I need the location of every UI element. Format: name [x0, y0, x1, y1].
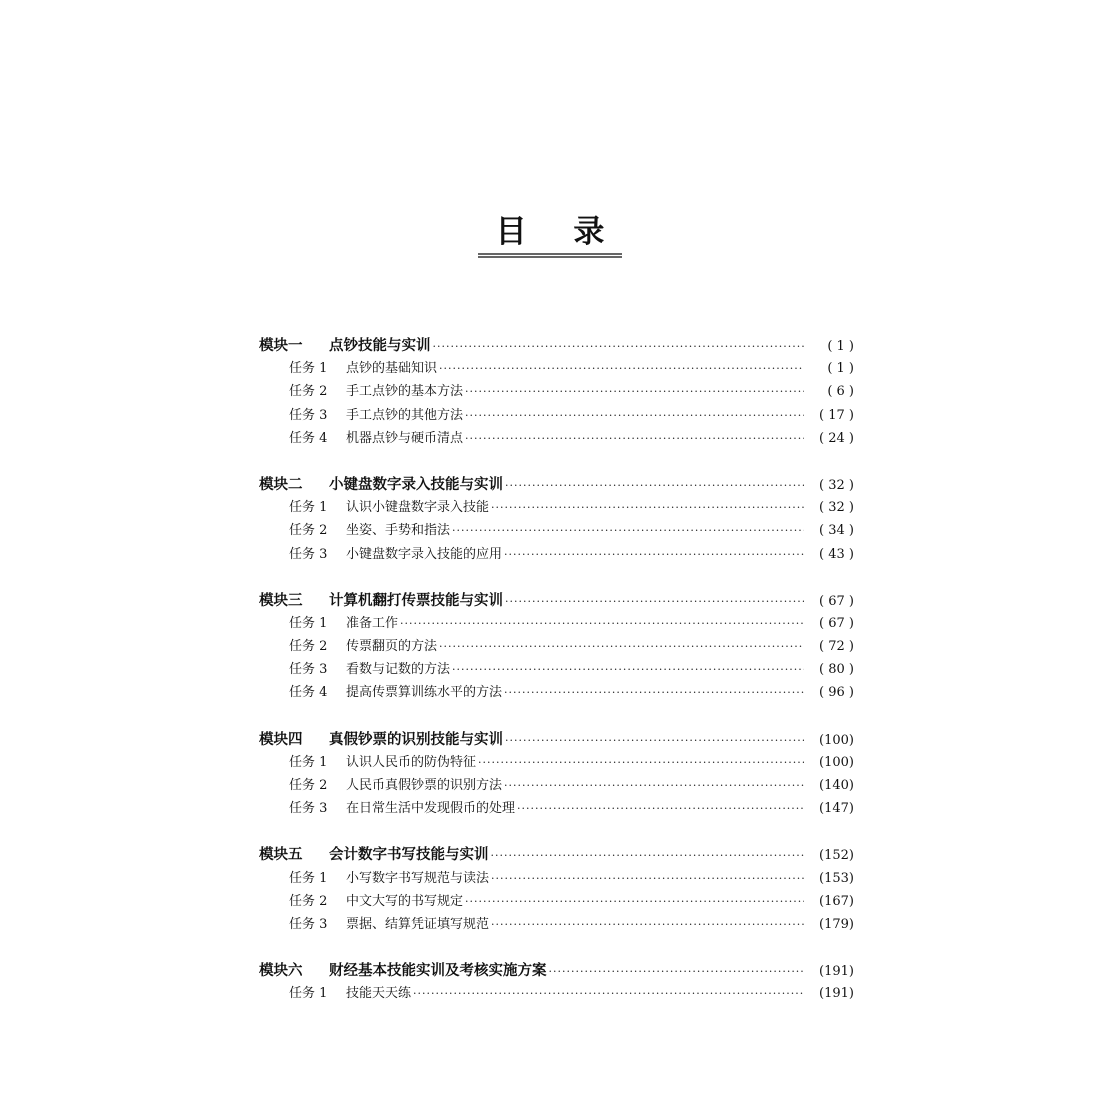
dot-leader — [491, 844, 805, 867]
module-number: 模块二 — [259, 475, 303, 493]
page-number: ( 1 ) — [827, 361, 854, 377]
page-number: ( 67 ) — [819, 593, 854, 609]
toc-task-entry[interactable] — [259, 890, 854, 913]
toc-module-entry[interactable] — [259, 334, 854, 357]
toc-heading-wrap — [0, 212, 1100, 258]
toc-task-entry[interactable] — [259, 380, 854, 403]
task-number: 任务 2 — [289, 523, 328, 539]
task-title: 看数与记数的方法 — [346, 662, 451, 678]
module-title: 财经基本技能实训及考核实施方案 — [329, 962, 547, 980]
dot-leader — [400, 612, 804, 635]
toc-task-entry[interactable] — [259, 496, 854, 519]
task-title: 准备工作 — [346, 615, 399, 631]
module-title: 真假钞票的识别技能与实训 — [329, 730, 503, 748]
toc-task-entry[interactable] — [259, 612, 854, 635]
task-number: 任务 1 — [289, 615, 328, 631]
dot-leader — [439, 357, 804, 380]
dot-leader — [465, 404, 804, 427]
page-number: (191) — [819, 964, 854, 980]
dot-leader — [465, 427, 804, 450]
task-title: 票据、结算凭证填写规范 — [346, 916, 490, 932]
module-title: 点钞技能与实训 — [329, 337, 431, 354]
toc-task-entry[interactable] — [259, 404, 854, 427]
toc-module-entry[interactable] — [259, 843, 854, 866]
task-number: 任务 1 — [289, 500, 328, 516]
dot-leader — [452, 519, 804, 542]
task-number: 任务 2 — [289, 384, 328, 400]
task-title: 传票翻页的方法 — [346, 639, 438, 655]
module-number: 模块五 — [259, 846, 303, 864]
task-title: 机器点钞与硬币清点 — [346, 430, 464, 446]
page-number: ( 32 ) — [819, 500, 854, 516]
dot-leader — [478, 751, 804, 774]
task-number: 任务 1 — [289, 361, 328, 377]
module-number: 模块三 — [259, 591, 303, 609]
task-title: 提高传票算训练水平的方法 — [346, 685, 503, 701]
toc-module-entry[interactable] — [259, 473, 854, 496]
page-number: (140) — [819, 778, 854, 793]
dot-leader — [505, 474, 804, 497]
table-of-contents — [259, 334, 854, 1029]
page-number: ( 72 ) — [819, 639, 854, 655]
task-number: 任务 3 — [289, 662, 328, 678]
task-number: 任务 1 — [289, 870, 328, 886]
dot-leader — [491, 913, 804, 936]
toc-task-entry[interactable] — [259, 519, 854, 542]
task-number: 任务 4 — [289, 430, 328, 446]
dot-leader — [517, 797, 804, 820]
toc-task-entry[interactable] — [259, 774, 854, 797]
dot-leader — [549, 960, 805, 983]
toc-module — [259, 843, 854, 936]
task-number: 任务 3 — [289, 546, 328, 562]
toc-module-entry[interactable] — [259, 589, 854, 612]
page-number: (152) — [819, 848, 854, 864]
task-number: 任务 1 — [289, 754, 328, 770]
task-number: 任务 3 — [289, 407, 328, 423]
dot-leader — [439, 635, 804, 658]
dot-leader — [491, 496, 804, 519]
page-number: ( 67 ) — [819, 615, 854, 631]
page-number: (100) — [819, 732, 854, 748]
toc-task-entry[interactable] — [259, 797, 854, 820]
dot-leader — [504, 681, 804, 704]
page-number: ( 96 ) — [819, 685, 854, 701]
toc-module — [259, 959, 854, 1005]
module-title: 计算机翻打传票技能与实训 — [329, 591, 503, 609]
toc-task-entry[interactable] — [259, 543, 854, 566]
page-number: ( 24 ) — [819, 430, 854, 446]
task-title: 认识人民币的防伪特征 — [346, 754, 477, 770]
toc-task-entry[interactable] — [259, 658, 854, 681]
page-number: (100) — [819, 754, 854, 770]
toc-module-entry[interactable] — [259, 728, 854, 751]
toc-module — [259, 728, 854, 821]
toc-task-entry[interactable] — [259, 867, 854, 890]
page-number: ( 6 ) — [827, 384, 854, 400]
dot-leader — [491, 867, 804, 890]
dot-leader — [505, 590, 804, 613]
page-number: (179) — [819, 916, 854, 932]
task-title: 技能天天练 — [346, 986, 412, 1002]
module-number: 模块六 — [259, 962, 303, 980]
task-title: 点钞的基础知识 — [346, 361, 438, 377]
page-number: ( 32 ) — [819, 477, 854, 493]
page-number: (191) — [819, 986, 854, 1002]
task-number: 任务 2 — [289, 778, 328, 793]
task-title: 手工点钞的其他方法 — [346, 407, 464, 423]
dot-leader — [505, 729, 804, 752]
task-title: 坐姿、手势和指法 — [346, 523, 451, 539]
module-number: 模块一 — [259, 337, 303, 354]
dot-leader — [465, 380, 804, 403]
task-title: 认识小键盘数字录入技能 — [346, 500, 490, 516]
task-title: 手工点钞的基本方法 — [346, 384, 464, 400]
page-number: (167) — [819, 893, 854, 909]
page-title: 目 录 — [478, 212, 623, 258]
toc-task-entry[interactable] — [259, 681, 854, 704]
toc-module — [259, 589, 854, 705]
toc-module-entry[interactable] — [259, 959, 854, 982]
module-title: 会计数字书写技能与实训 — [329, 846, 489, 864]
task-title: 小写数字书写规范与读法 — [346, 870, 490, 886]
task-title: 在日常生活中发现假币的处理 — [346, 801, 516, 817]
page-number: ( 43 ) — [819, 546, 854, 562]
task-title: 中文大写的书写规定 — [346, 893, 464, 909]
toc-task-entry[interactable] — [259, 913, 854, 936]
task-number: 任务 2 — [289, 639, 328, 655]
page-number: (147) — [819, 801, 854, 817]
task-title: 小键盘数字录入技能的应用 — [346, 546, 503, 562]
task-number: 任务 3 — [289, 801, 328, 817]
page-number: ( 17 ) — [819, 407, 854, 423]
dot-leader — [452, 658, 804, 681]
dot-leader — [504, 543, 804, 566]
toc-task-entry[interactable] — [259, 357, 854, 380]
toc-task-entry[interactable] — [259, 427, 854, 450]
dot-leader — [465, 890, 804, 913]
toc-module — [259, 334, 854, 450]
page-number: ( 80 ) — [819, 662, 854, 678]
dot-leader — [433, 335, 805, 358]
task-title: 人民币真假钞票的识别方法 — [346, 778, 503, 793]
page-number: ( 1 ) — [827, 339, 854, 354]
task-number: 任务 1 — [289, 986, 328, 1002]
page-number: (153) — [819, 870, 854, 886]
module-number: 模块四 — [259, 730, 303, 748]
dot-leader — [413, 982, 804, 1005]
task-number: 任务 3 — [289, 916, 328, 932]
toc-task-entry[interactable] — [259, 982, 854, 1005]
task-number: 任务 4 — [289, 685, 328, 701]
dot-leader — [504, 774, 804, 797]
toc-module — [259, 473, 854, 566]
toc-task-entry[interactable] — [259, 635, 854, 658]
task-number: 任务 2 — [289, 893, 328, 909]
toc-task-entry[interactable] — [259, 751, 854, 774]
module-title: 小键盘数字录入技能与实训 — [329, 475, 503, 493]
page-number: ( 34 ) — [819, 523, 854, 539]
